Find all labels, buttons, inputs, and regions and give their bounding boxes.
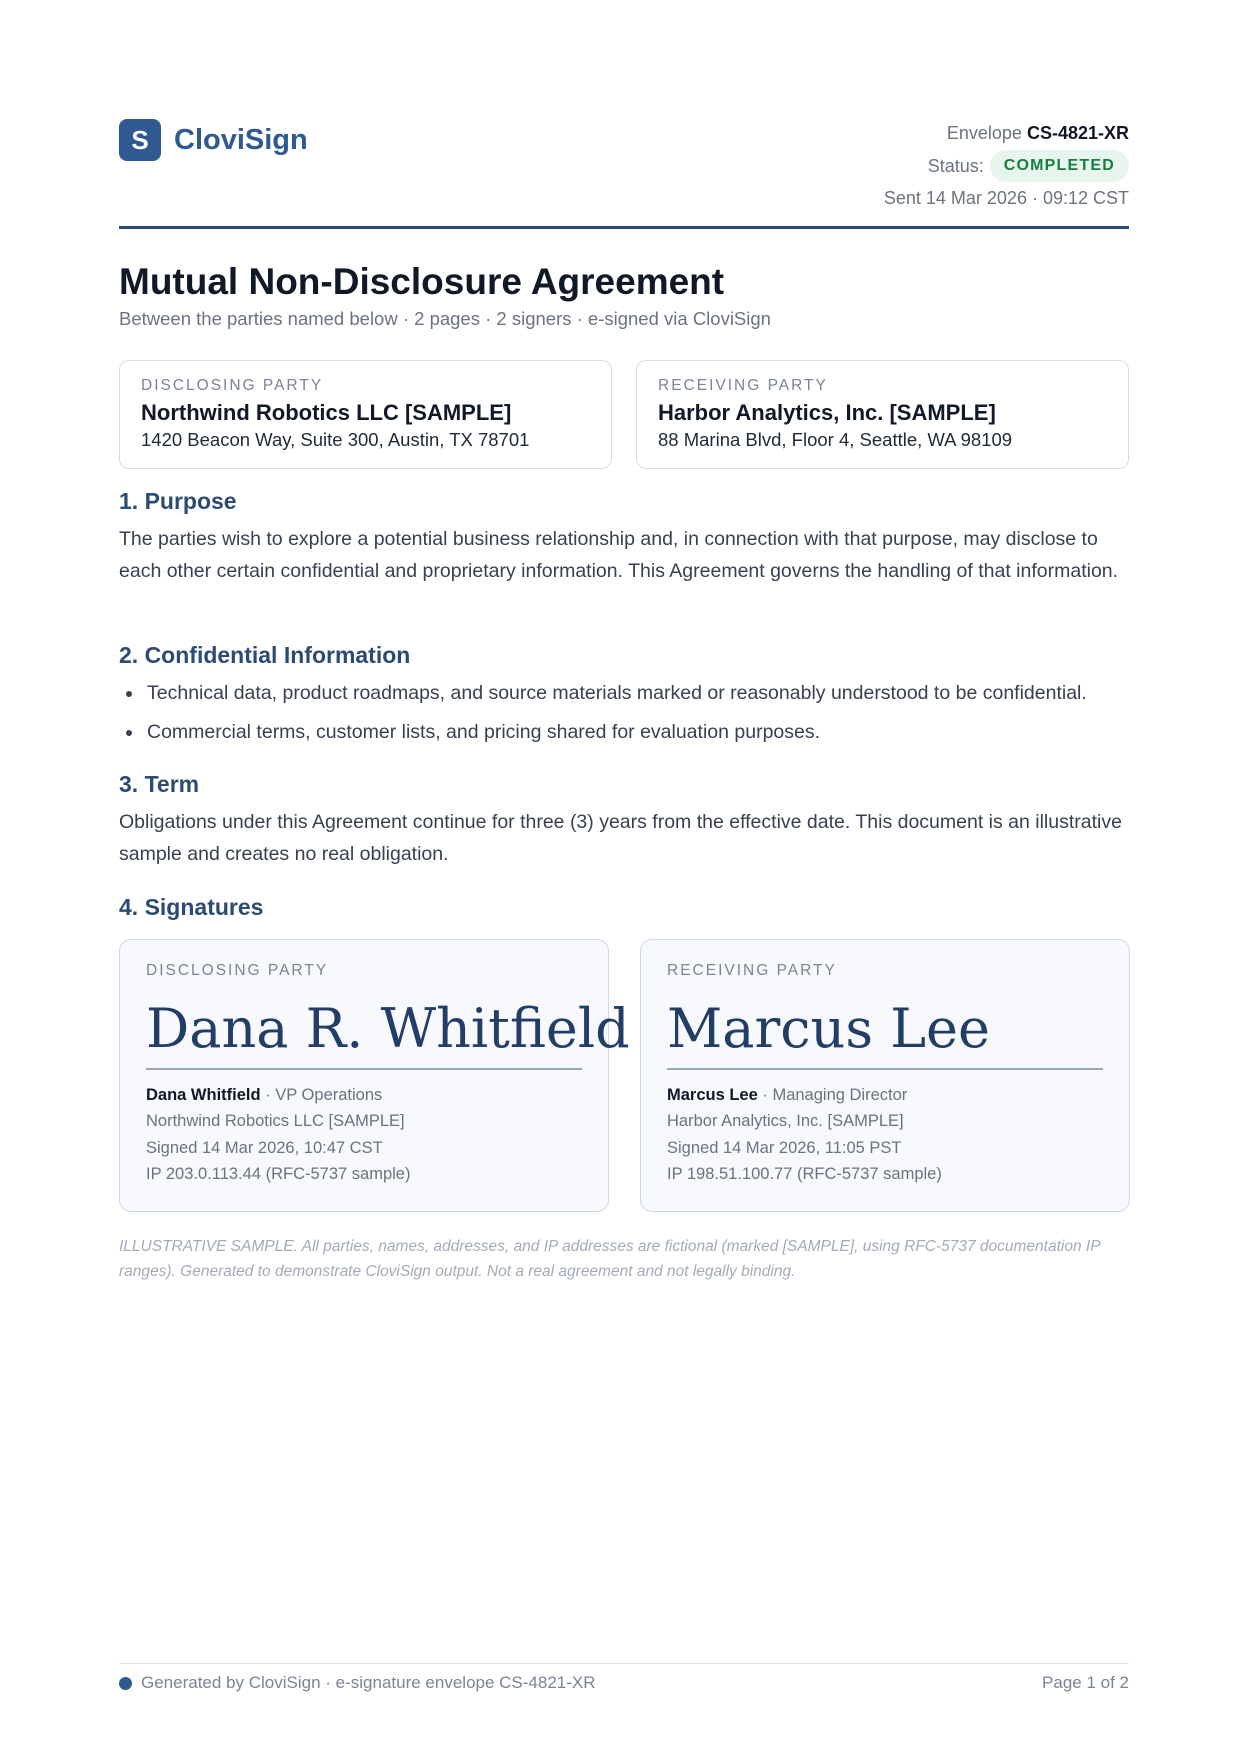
sample-disclaimer: ILLUSTRATIVE SAMPLE. All parties, names, addresses, and IP addresses are fictional (marked [SAMPLE], using RFC-5737 documentation IP ranges). Generated to demonstrate CloviSign output. Not a real agreement and not legally binding. bbox=[119, 1238, 1100, 1280]
party-name: Northwind Robotics LLC [SAMPLE] bbox=[141, 400, 512, 425]
list-item-text: Commercial terms, customer lists, and pricing shared for evaluation purposes. bbox=[147, 721, 821, 743]
signer-name-row bbox=[667, 1082, 1103, 1109]
disclosing-party-card bbox=[119, 360, 612, 469]
list-item-text: Technical data, product roadmaps, and source materials marked or reasonably understood to be confidential. bbox=[147, 682, 1087, 704]
signature-party-label: DISCLOSING PARTY bbox=[146, 962, 329, 979]
signature-script: Dana R. Whitfield bbox=[146, 997, 630, 1060]
sent-timestamp: Sent 14 Mar 2026 · 09:12 CST bbox=[883, 188, 1129, 208]
signer-details bbox=[667, 1082, 1103, 1188]
brand-name: CloviSign bbox=[174, 123, 308, 156]
signer-name-row bbox=[146, 1082, 582, 1109]
confidential-list bbox=[119, 679, 1129, 757]
signer-company: Northwind Robotics LLC [SAMPLE] bbox=[146, 1112, 405, 1130]
footer-generated bbox=[119, 1673, 596, 1693]
brand-dot-icon bbox=[119, 1677, 132, 1690]
section-heading-confidential: 2. Confidential Information bbox=[119, 642, 411, 668]
receiving-party-card bbox=[636, 360, 1129, 469]
signer-ip: IP 198.51.100.77 (RFC-5737 sample) bbox=[667, 1165, 942, 1183]
party-label: RECEIVING PARTY bbox=[658, 377, 828, 394]
envelope-id-row bbox=[884, 119, 1129, 147]
brand-logo bbox=[119, 119, 308, 161]
status-row bbox=[884, 150, 1129, 182]
logo-mark-icon: S bbox=[119, 119, 161, 161]
signature-party-label: RECEIVING PARTY bbox=[667, 962, 837, 979]
signer-company: Harbor Analytics, Inc. [SAMPLE] bbox=[667, 1112, 904, 1130]
signature-line bbox=[146, 1068, 582, 1070]
section-body-purpose: The parties wish to explore a potential business relationship and, in connection with that purpose, may disclose to each other certain confidential and proprietary information. This Agreement governs the handling of that information. bbox=[119, 528, 1119, 582]
signature-script: Marcus Lee bbox=[667, 997, 990, 1060]
document-subtitle: Between the parties named below · 2 pages · 2 signers · e-signed via CloviSign bbox=[119, 308, 771, 329]
party-address: 88 Marina Blvd, Floor 4, Seattle, WA 98109 bbox=[658, 429, 1013, 450]
list-item bbox=[119, 679, 1129, 718]
document-title: Mutual Non-Disclosure Agreement bbox=[119, 261, 725, 302]
document-page bbox=[119, 0, 1129, 1754]
signer-name: Dana Whitfield bbox=[146, 1085, 261, 1104]
status-badge: COMPLETED bbox=[990, 150, 1129, 182]
envelope-meta bbox=[884, 119, 1129, 212]
envelope-label: Envelope bbox=[946, 123, 1022, 143]
signer-name: Marcus Lee bbox=[667, 1085, 758, 1104]
section-heading-purpose: 1. Purpose bbox=[119, 488, 237, 514]
signer-ip: IP 203.0.113.44 (RFC-5737 sample) bbox=[146, 1165, 411, 1183]
signer-title: · Managing Director bbox=[757, 1085, 908, 1104]
page-number: Page 1 of 2 bbox=[1042, 1673, 1129, 1692]
footer-text: Generated by CloviSign · e-signature envelope CS-4821-XR bbox=[141, 1673, 596, 1692]
section-body-term: Obligations under this Agreement continue for three (3) years from the effective date. This document is an illustrative sample and creates no real obligation. bbox=[119, 811, 1122, 865]
signer-title: · VP Operations bbox=[260, 1085, 383, 1104]
list-item bbox=[119, 718, 1129, 757]
bullet-icon bbox=[126, 730, 132, 736]
signature-line bbox=[667, 1068, 1103, 1070]
footer-divider bbox=[119, 1663, 1129, 1664]
section-heading-term: 3. Term bbox=[119, 771, 200, 797]
document-header bbox=[119, 119, 1129, 229]
status-label: Status: bbox=[927, 155, 984, 176]
section-heading-signatures: 4. Signatures bbox=[119, 894, 264, 920]
signature-card-disclosing bbox=[119, 939, 630, 1212]
party-label: DISCLOSING PARTY bbox=[141, 377, 324, 394]
bullet-icon bbox=[126, 691, 132, 697]
signed-timestamp: Signed 14 Mar 2026, 11:05 PST bbox=[667, 1138, 902, 1157]
party-name: Harbor Analytics, Inc. [SAMPLE] bbox=[658, 400, 996, 425]
envelope-id: CS-4821-XR bbox=[1026, 123, 1129, 143]
signature-card-receiving bbox=[640, 939, 1130, 1212]
party-address: 1420 Beacon Way, Suite 300, Austin, TX 78701 bbox=[141, 429, 530, 450]
signer-details bbox=[146, 1082, 582, 1188]
header-divider bbox=[119, 226, 1129, 229]
signed-timestamp: Signed 14 Mar 2026, 10:47 CST bbox=[146, 1138, 383, 1157]
